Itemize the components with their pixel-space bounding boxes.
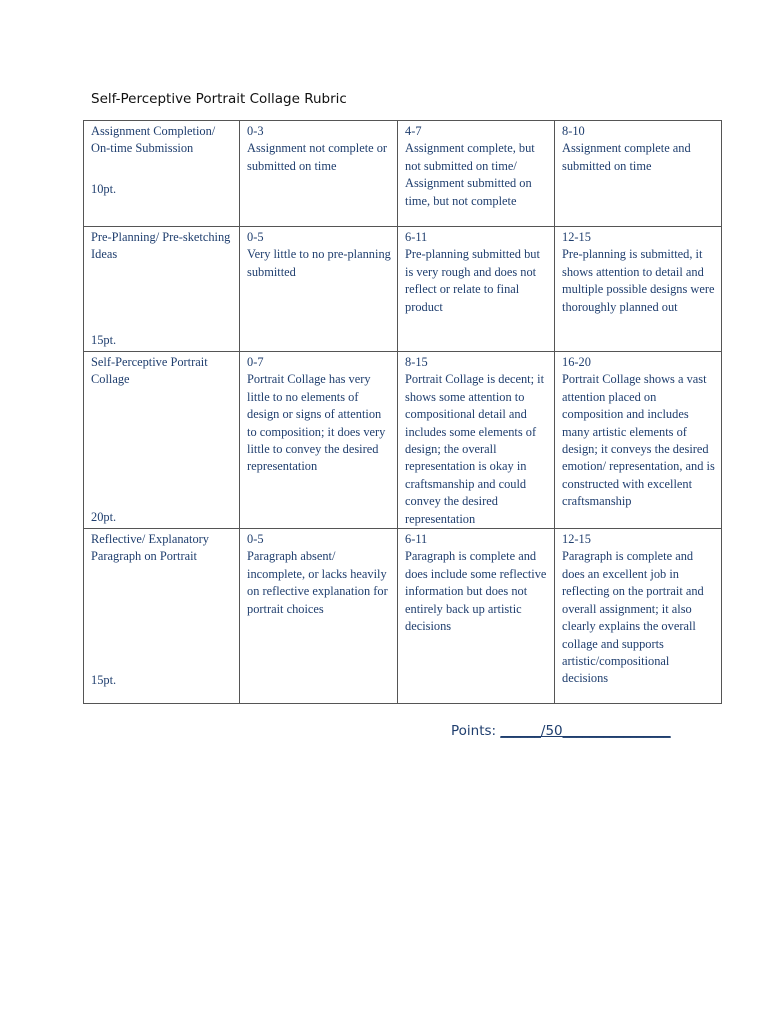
level-range: 12-15 bbox=[562, 532, 591, 547]
document-title: Self-Perceptive Portrait Collage Rubric bbox=[91, 91, 347, 107]
level-description: Paragraph is complete and does include some reflective information but does not entirely back up artistic decisions bbox=[405, 549, 547, 634]
level-cell bbox=[398, 227, 555, 352]
level-description: Portrait Collage shows a vast attention placed on composition and includes many artistic elements of design; it conveys the desired emotion/ representation, and is constructed with excellent craftsmanship bbox=[562, 372, 715, 509]
level-cell bbox=[240, 529, 398, 704]
level-description: Pre-planning is submitted, it shows attention to detail and multiple possible designs were thoroughly planned out bbox=[562, 247, 715, 314]
criterion-name: Assignment Completion/ On-time Submission bbox=[91, 124, 216, 156]
points-total-line bbox=[451, 723, 671, 739]
level-range: 8-15 bbox=[405, 355, 428, 369]
level-range: 0-3 bbox=[247, 124, 264, 138]
level-description: Paragraph is complete and does an excellent job in reflecting on the portrait and overall assignment; it also clearly explains the overall collage and supports artistic/compositional decisions bbox=[562, 549, 704, 686]
level-description: Paragraph absent/ incomplete, or lacks heavily on reflective explanation for portrait choices bbox=[247, 549, 388, 616]
level-cell bbox=[398, 352, 555, 529]
level-cell bbox=[240, 227, 398, 352]
rubric-row-collage bbox=[84, 352, 722, 529]
level-range: 6-11 bbox=[405, 532, 428, 547]
level-cell bbox=[555, 121, 722, 227]
criterion-cell bbox=[84, 227, 240, 352]
level-description: Assignment not complete or submitted on time bbox=[247, 141, 388, 173]
level-cell bbox=[555, 529, 722, 704]
level-description: Very little to no pre-planning submitted bbox=[247, 247, 391, 279]
criterion-cell bbox=[84, 529, 240, 704]
level-cell bbox=[398, 529, 555, 704]
level-range: 8-10 bbox=[562, 124, 585, 138]
rubric-table bbox=[83, 120, 722, 704]
points-blank: ______/50________________ bbox=[500, 723, 671, 739]
criterion-points: 20pt. bbox=[91, 509, 117, 524]
level-range: 4-7 bbox=[405, 124, 422, 138]
criterion-cell bbox=[84, 352, 240, 529]
level-description: Assignment complete, but not submitted on time/ Assignment submitted on time, but not complete bbox=[405, 141, 535, 208]
level-range: 12-15 bbox=[562, 230, 591, 244]
criterion-points: 10pt. bbox=[91, 181, 117, 196]
level-range: 6-11 bbox=[405, 230, 428, 244]
criterion-points: 15pt. bbox=[91, 332, 117, 347]
rubric-row-paragraph bbox=[84, 529, 722, 704]
criterion-name: Pre-Planning/ Pre-sketching Ideas bbox=[91, 230, 231, 262]
level-cell bbox=[555, 227, 722, 352]
level-cell bbox=[555, 352, 722, 529]
level-description: Portrait Collage has very little to no elements of design or signs of attention to composition; it does very little to convey the desired representation bbox=[247, 372, 386, 474]
level-range: 0-5 bbox=[247, 230, 264, 244]
rubric-row-completion bbox=[84, 121, 722, 227]
level-description: Portrait Collage is decent; it shows some attention to compositional detail and includes some elements of design; the overall representation is okay in craftsmanship and could convey the desired representation bbox=[405, 372, 545, 526]
level-range: 0-5 bbox=[247, 532, 264, 547]
level-cell bbox=[240, 121, 398, 227]
level-range: 0-7 bbox=[247, 355, 264, 369]
points-label: Points: bbox=[451, 723, 501, 739]
criterion-name: Reflective/ Explanatory Paragraph on Portrait bbox=[91, 532, 210, 564]
criterion-cell bbox=[84, 121, 240, 227]
level-cell bbox=[398, 121, 555, 227]
level-cell bbox=[240, 352, 398, 529]
level-range: 16-20 bbox=[562, 355, 591, 369]
criterion-name: Self-Perceptive Portrait Collage bbox=[91, 355, 208, 387]
criterion-points: 15pt. bbox=[91, 672, 117, 687]
level-description: Assignment complete and submitted on time bbox=[562, 141, 691, 173]
rubric-row-preplanning bbox=[84, 227, 722, 352]
level-description: Pre-planning submitted but is very rough and does not reflect or relate to final product bbox=[405, 247, 540, 314]
